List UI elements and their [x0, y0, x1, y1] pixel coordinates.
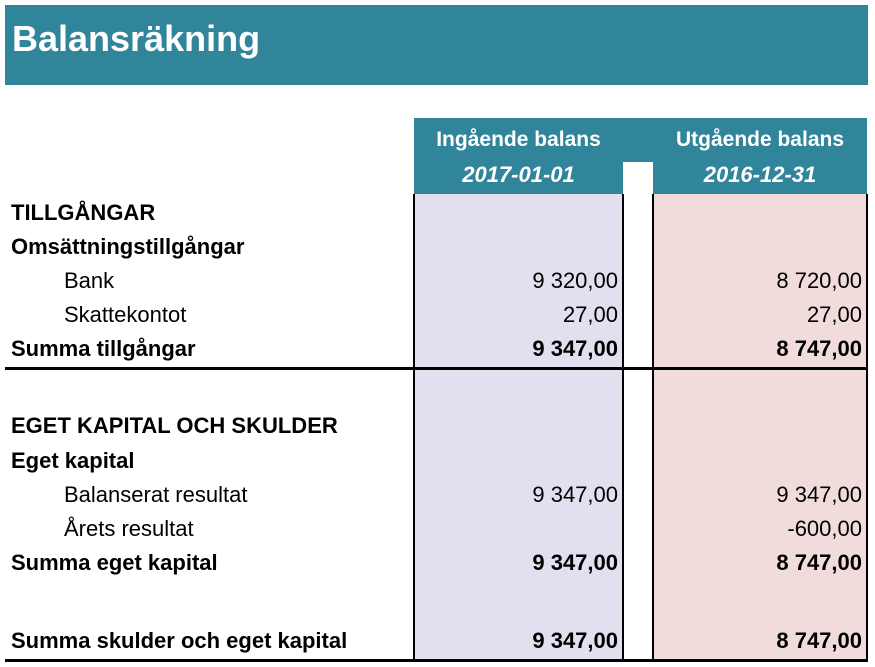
- grand-total-closing: 8 747,00: [776, 628, 862, 653]
- assets-total-closing: 8 747,00: [776, 336, 862, 361]
- column-header-opening-date: 2017-01-01: [462, 162, 575, 187]
- row-label: Årets resultat: [64, 516, 194, 541]
- grand-total-label: Summa skulder och eget kapital: [11, 628, 348, 653]
- border-closing-right: [866, 194, 868, 662]
- column-header-opening-label: Ingående balans: [436, 128, 601, 151]
- equity-total-closing: 8 747,00: [776, 550, 862, 575]
- row-closing-value: 8 720,00: [776, 268, 862, 293]
- column-header-closing: [653, 118, 867, 194]
- assets-heading: TILLGÅNGAR: [11, 200, 156, 225]
- bottom-rule: [5, 659, 868, 662]
- equity-subheading: Eget kapital: [11, 448, 135, 473]
- row-opening-value: 9 320,00: [532, 268, 618, 293]
- closing-column-bg: [653, 194, 867, 662]
- row-opening-value: 9 347,00: [532, 482, 618, 507]
- column-header-closing-date: 2016-12-31: [703, 162, 817, 187]
- equity-heading: EGET KAPITAL OCH SKULDER: [11, 413, 338, 438]
- header-gap: [623, 118, 653, 162]
- row-label: Balanserat resultat: [64, 482, 248, 507]
- grand-total-opening: 9 347,00: [532, 628, 618, 653]
- row-opening-value: 27,00: [562, 302, 618, 327]
- row-label: Bank: [64, 268, 115, 293]
- column-header-closing-label: Utgående balans: [675, 128, 845, 151]
- opening-column-bg: [414, 194, 623, 662]
- assets-total-label: Summa tillgångar: [11, 336, 196, 361]
- border-opening-right: [622, 194, 624, 662]
- row-label: Skattekontot: [64, 302, 187, 327]
- header-gap-white: [623, 162, 653, 194]
- assets-total-opening: 9 347,00: [532, 336, 618, 361]
- equity-total-opening: 9 347,00: [532, 550, 618, 575]
- border-opening-left: [413, 194, 415, 662]
- row-closing-value: 9 347,00: [776, 482, 862, 507]
- row-closing-value: -600,00: [787, 516, 862, 541]
- section-divider: [5, 367, 868, 370]
- column-header-opening: [414, 118, 623, 194]
- row-closing-value: 27,00: [806, 302, 862, 327]
- page-title: Balansräkning: [12, 18, 261, 59]
- equity-total-label: Summa eget kapital: [11, 550, 218, 575]
- assets-subheading: Omsättningstillgångar: [11, 234, 245, 259]
- border-closing-left: [652, 194, 654, 662]
